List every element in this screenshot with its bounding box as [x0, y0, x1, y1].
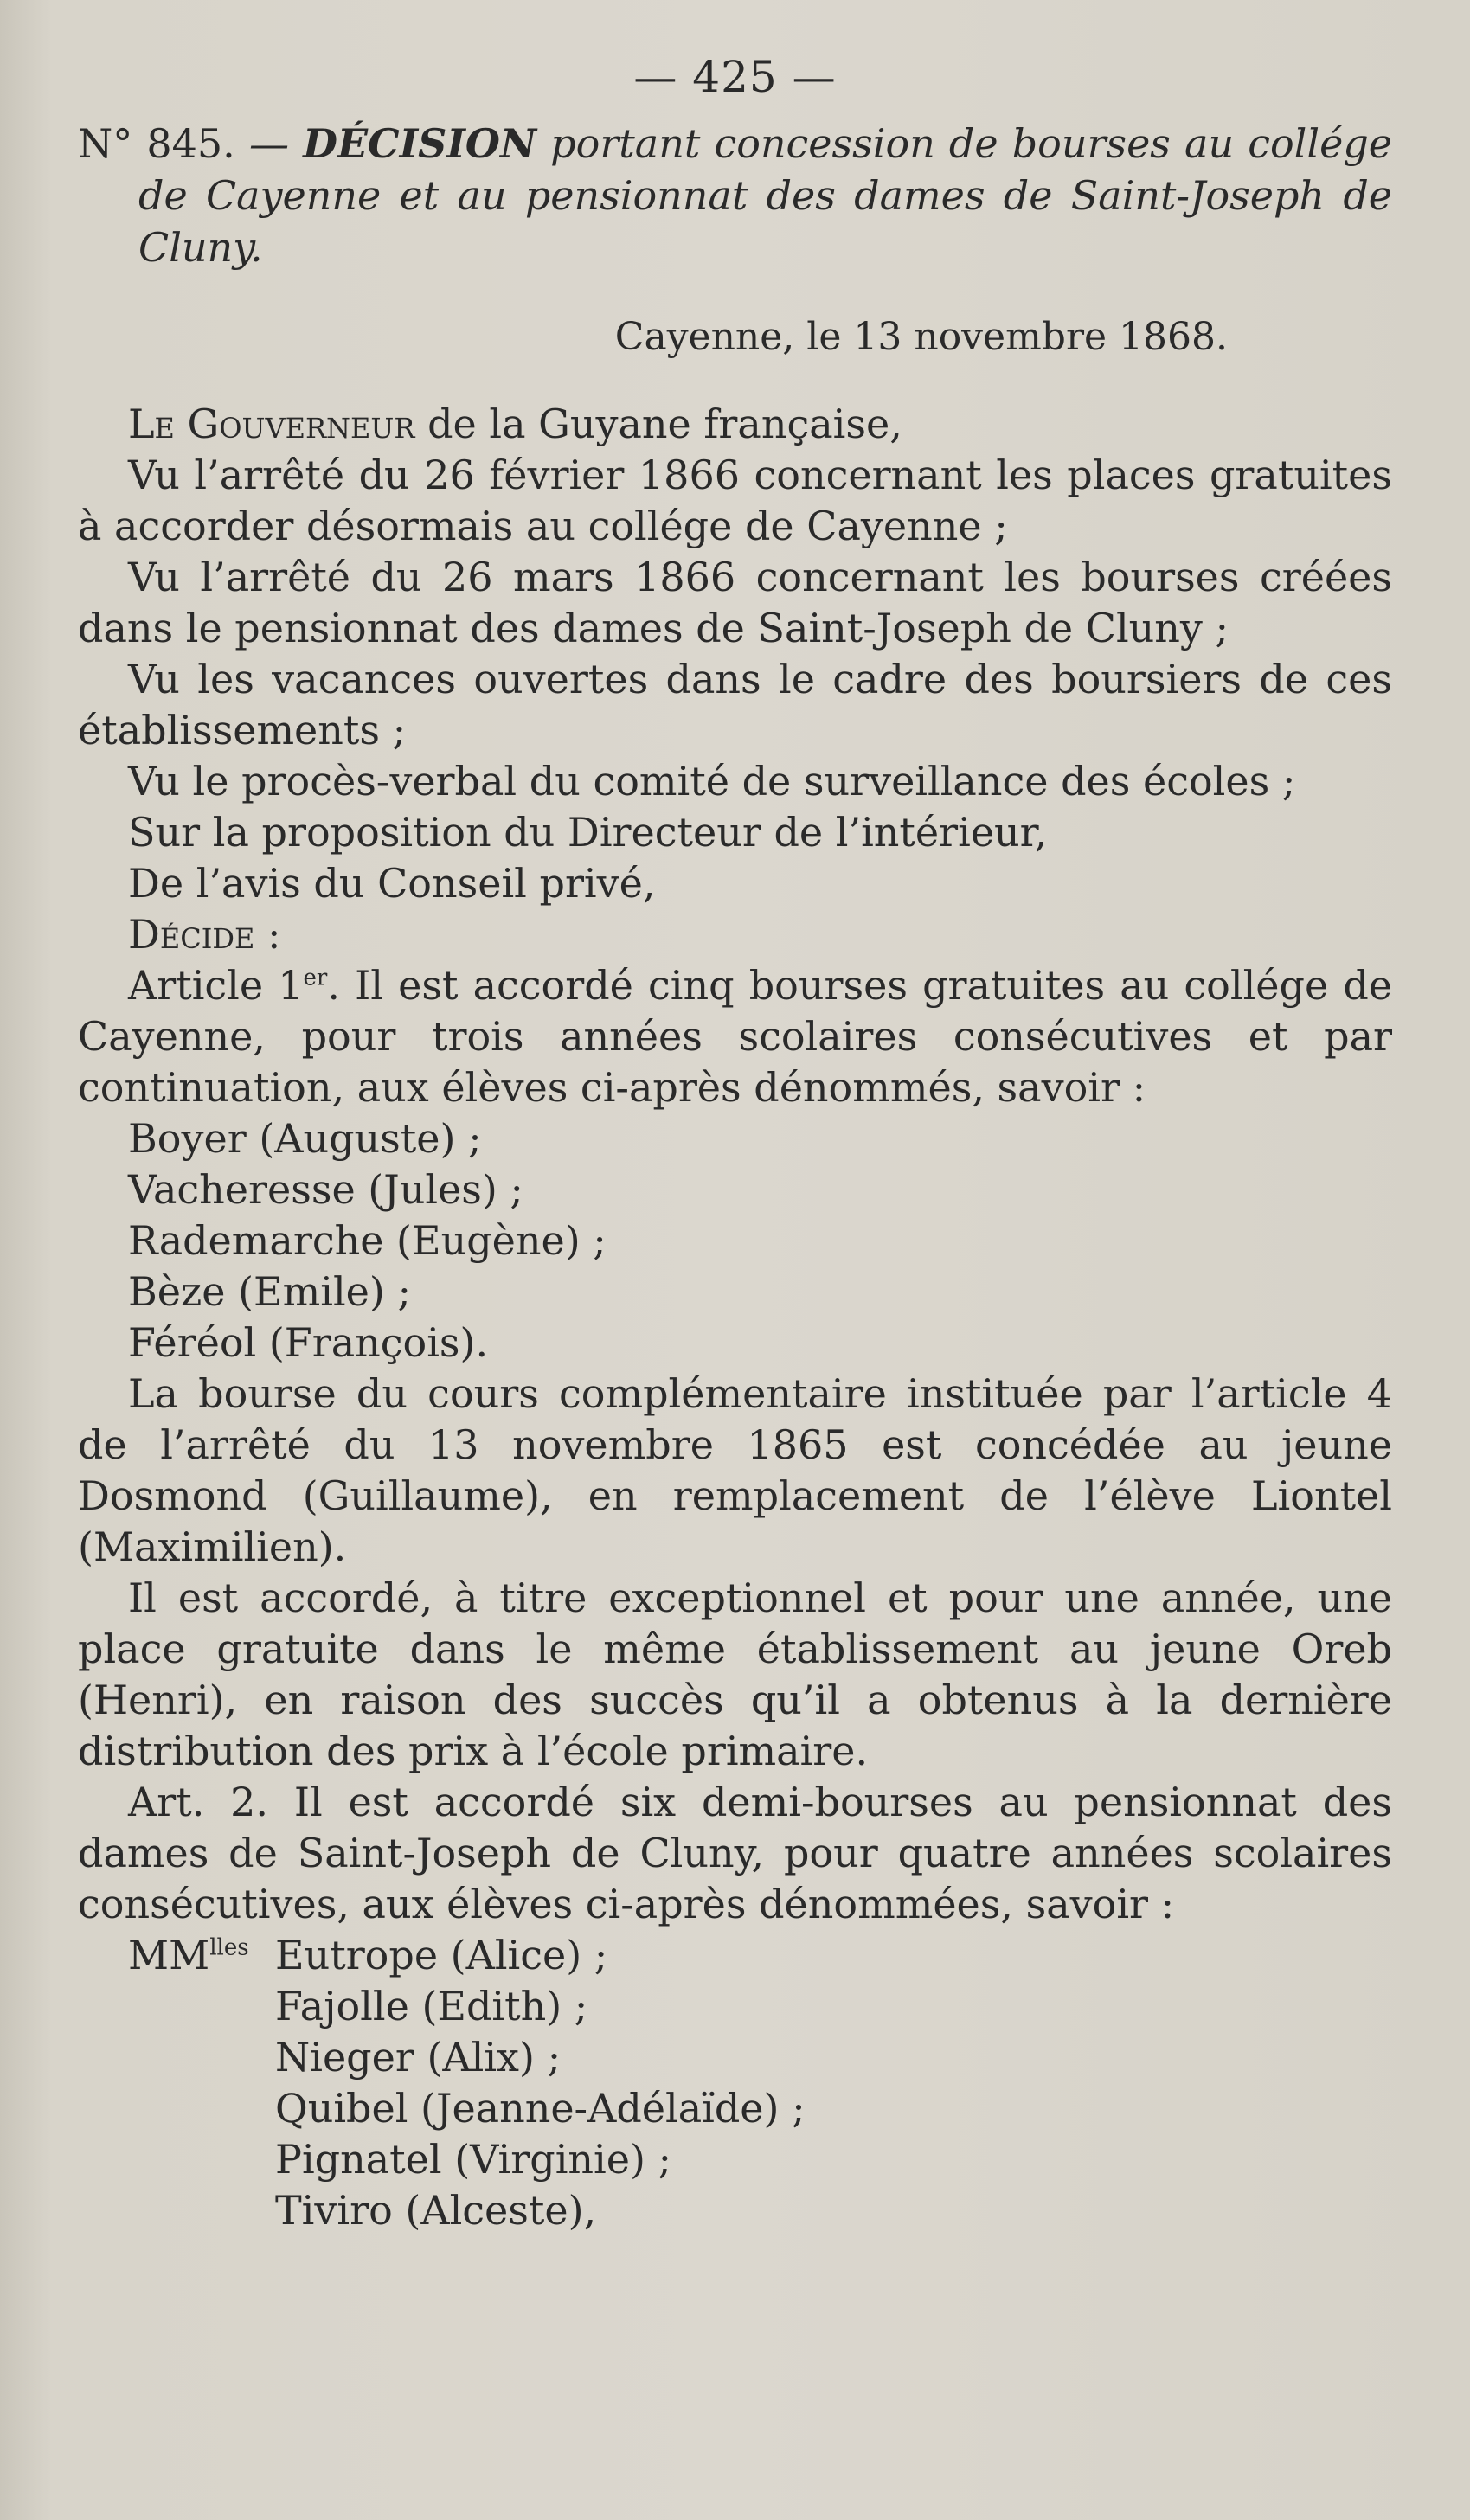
mm-label: $MM^{lles}$: [128, 1932, 249, 1978]
list-item: Tiviro (Alceste),: [275, 2187, 597, 2234]
considerant: De l’avis du Conseil privé,: [128, 860, 656, 907]
list-item: Rademarche (Eugène) ;: [128, 1217, 607, 1264]
article-1-sup: er: [303, 965, 328, 991]
considerant: Sur la proposition du Directeur de l’intérieur,: [128, 809, 1048, 856]
list-item: Pignatel (Virginie) ;: [275, 2136, 672, 2183]
list-item: Fajolle (Edith) ;: [275, 1983, 588, 2029]
list-item: Eutrope (Alice) ;: [275, 1932, 608, 1978]
decide-label: Décide :: [128, 911, 281, 958]
list-item: Vacheresse (Jules) ;: [128, 1166, 523, 1213]
article-1-paragraph-2: La bourse du cours complémentaire instituée par l’article 4 de l’arrêté du 13 novembre 1865 est concédée au jeune Dosmond (Guillaume), en remplacement de l’élève Liontel (Maximilien).: [78, 1370, 1392, 1570]
considerant: Vu les vacances ouvertes dans le cadre des boursiers de ces établissements ;: [78, 656, 1392, 753]
dateline: Cayenne, le 13 novembre 1868.: [614, 315, 1228, 359]
title-heading: DÉCISION: [303, 120, 537, 167]
article-2-names-block: [78, 1930, 1392, 2236]
article-1-names: [78, 1113, 1392, 1369]
list-item: Boyer (Auguste) ;: [128, 1115, 482, 1162]
article-1-text: . Il est accordé cinq bourses gratuites au collége de Cayenne, pour trois années scolaires consécutives et par continuation, aux élèves ci-après dénommés, savoir :: [78, 962, 1392, 1111]
article-2: Art. 2. Il est accordé six demi-bourses au pensionnat des dames de Saint-Joseph de Cluny, pour quatre années scolaires consécutives, aux élèves ci-après dénommées, savoir :: [78, 1779, 1392, 1927]
list-item: Bèze (Emile) ;: [128, 1268, 411, 1315]
article-1-paragraph-3: Il est accordé, à titre exceptionnel et pour une année, une place gratuite dans le même établissement au jeune Oreb (Henri), en raison des succès qu’il a obtenus à la dernière distribution des prix à l’école primaire.: [78, 1574, 1392, 1774]
article-1-label: Article 1: [128, 962, 304, 1009]
article-2-names: [275, 1930, 806, 2236]
considerant: Vu le procès-verbal du comité de surveillance des écoles ;: [128, 758, 1296, 805]
page-number: — 425 —: [633, 52, 837, 102]
decision-title: [78, 118, 1392, 273]
gouverneur-label: Le Gouverneur: [128, 401, 415, 447]
gouverneur-line: [78, 399, 1392, 450]
gouverneur-rest: de la Guyane française,: [427, 401, 902, 447]
considerant: Vu l’arrêté du 26 mars 1866 concernant les bourses créées dans le pensionnat des dames de Saint-Joseph de Cluny ;: [78, 554, 1392, 651]
list-item: Quibel (Jeanne-Adélaïde) ;: [275, 2085, 806, 2132]
decision-number: N° 845.: [78, 120, 235, 167]
list-item: Féréol (François).: [128, 1319, 489, 1366]
list-item: Nieger (Alix) ;: [275, 2034, 562, 2081]
considerant: Vu l’arrêté du 26 février 1866 concernant les places gratuites à accorder désormais au collége de Cayenne ;: [78, 452, 1392, 549]
article-1: [78, 960, 1392, 1113]
title-text: portant concession de bourses au collége de Cayenne et au pensionnat des dames de Saint-Joseph de Cluny.: [138, 120, 1393, 271]
title-dash: —: [248, 120, 289, 167]
